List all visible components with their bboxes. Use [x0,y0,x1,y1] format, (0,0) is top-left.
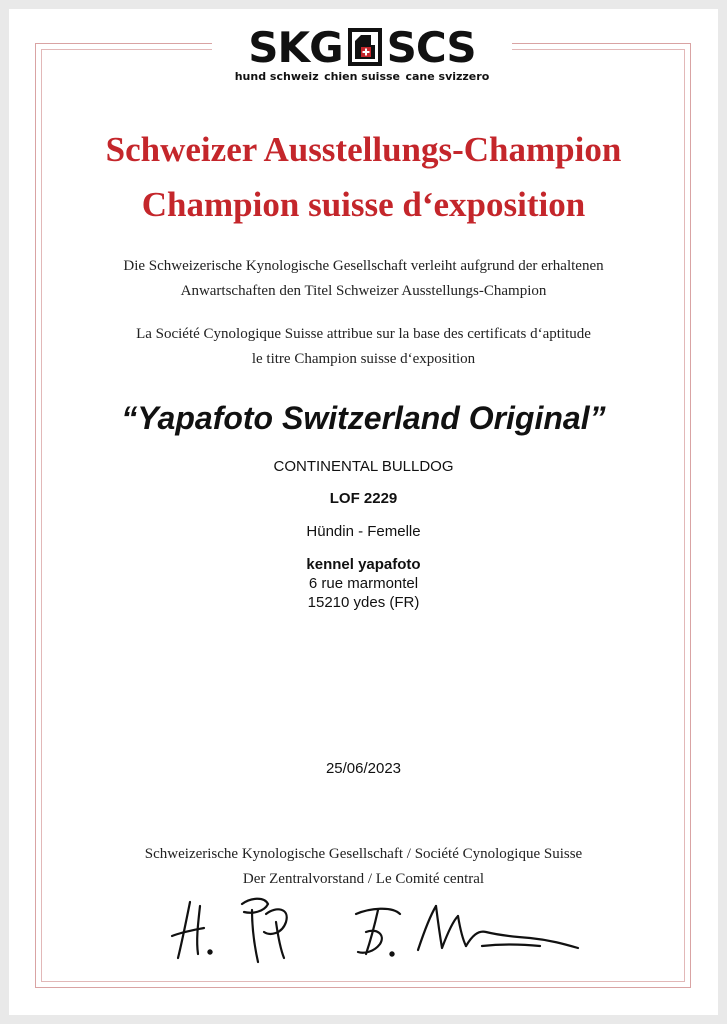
logo-tag-fr: chien suisse [324,70,401,83]
dog-name: “Yapafoto Switzerland Original” [121,400,606,436]
dog-sex: Hündin - Femelle [306,523,421,540]
intro-german-line2: Anwartschaften den Titel Schweizer Ausstellungs-Champion [180,283,547,299]
logo-right-text: SCS [386,22,476,72]
intro-french-line1: La Société Cynologique Suisse attribue sur la base des certificats d‘aptitude [136,326,591,342]
footer-board: Der Zentralvorstand / Le Comité central [242,871,485,887]
owner-street: 6 rue marmontel [308,575,419,592]
owner-city: 15210 ydes (FR) [307,594,420,611]
owner-kennel: kennel yapafoto [306,556,421,573]
logo-tag-it: cane svizzero [405,70,490,83]
title-german: Schweizer Ausstellungs-Champion [105,130,622,169]
logo-left-text: SKG [248,22,343,72]
logo-tag-de: hund schweiz [234,70,319,83]
signature-president [172,899,287,962]
dog-breed: CONTINENTAL BULLDOG [273,458,454,475]
swiss-dog-emblem-icon [347,27,383,67]
dog-registration: LOF 2229 [329,490,398,507]
award-date: 25/06/2023 [325,760,402,777]
signatures [160,892,590,972]
skg-scs-logo [212,22,512,84]
intro-french-line2: le titre Champion suisse d‘exposition [251,351,476,367]
title-french: Champion suisse d‘exposition [141,185,586,224]
footer-organization: Schweizerische Kynologische Gesellschaft / Société Cynologique Suisse [144,846,583,862]
signature-secretary [356,906,578,956]
intro-german-line1: Die Schweizerische Kynologische Gesellschaft verleiht aufgrund der erhaltenen [123,258,604,274]
